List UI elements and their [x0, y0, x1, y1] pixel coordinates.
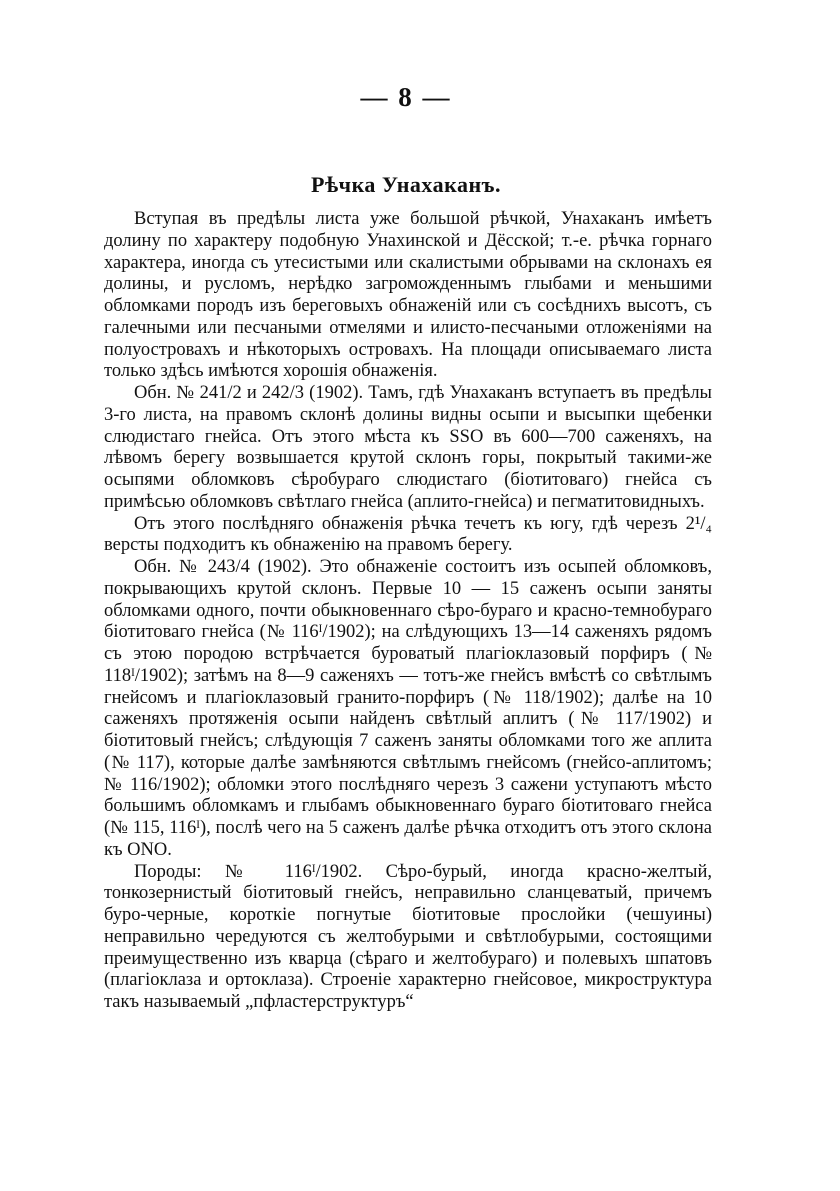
- paragraph-rocks: Породы: № 116ᴵ/1902. Сѣро-бурый, иногда красно-желтый, тонкозернистый біотитовый гнейсъ, неправильно сланцеватый, причемъ буро-черные, короткіе погнутые біотитовые прослойки (чешуины) неправильно чередуются съ желтобурыми и свѣтлобурыми, состоящими преимущественно изъ кварца (сѣраго и желтобураго) и полевыхъ шпатовъ (плагіоклаза и ортоклаза). Строеніе характерно гнейсовое, микроструктура такъ называемый „пфластерструктуръ“: [104, 861, 712, 1012]
- page-number: — 8 —: [360, 82, 452, 112]
- paragraph-outcrop-243: Обн. № 243/4 (1902). Это обнаженіе состоитъ изъ осыпей обломковъ, покрывающихъ крутой склонъ. Первые 10 — 15 саженъ осыпи заняты обломками одного, почти обыкновеннаго сѣро-бураго и красно-темнобураго біотитоваго гнейса (№ 116ᴵ/1902); на слѣдующихъ 13—14 саженяхъ рядомъ съ этою породою встрѣчается буроватый плагіоклазовый порфиръ (№ 118ᴵ/1902); затѣмъ на 8—9 саженяхъ — тотъ-же гнейсъ вмѣстѣ со свѣтлымъ гнейсомъ и плагіоклазовый гранито-порфиръ (№ 118/1902); далѣе на 10 саженяхъ протяженія осыпи найденъ свѣтлый аплитъ (№ 117/1902) и біотитовый гнейсъ; слѣдующія 7 саженъ заняты обломками того же аплита (№ 117), которые далѣе замѣняются свѣтлымъ гнейсомъ (гнейсо-аплитомъ; № 116/1902); обломки этого послѣдняго черезъ 3 сажени уступаютъ мѣсто большимъ обломкамъ и глыбамъ обыкновеннаго бураго біотитоваго гнейса (№ 115, 116ᴵ), послѣ чего на 5 саженъ далѣе рѣчка отходитъ отъ этого склона къ ONO.: [104, 557, 712, 860]
- section-title: Рѣчка Унахаканъ.: [311, 172, 501, 197]
- paragraph-intro: Вступая въ предѣлы листа уже большой рѣчкой, Унахаканъ имѣетъ долину по характеру подобную Унахинской и Дёсской; т.-е. рѣчка горнаго характера, иногда съ утесистыми или скалистыми обрывами на склонахъ ея долины, и русломъ, нерѣдко загроможденнымъ глыбами и меньшими обломками породъ изъ береговыхъ обнаженій или съ сосѣднихъ высотъ, съ галечными или песчаными отмелями и илисто-песчаными отложеніями на полуостровахъ и нѣкоторыхъ островахъ. На площади описываемаго листа только здѣсь имѣются хорошія обнаженія.: [104, 209, 712, 382]
- body-text: [104, 209, 712, 1014]
- paragraph-outcrop-241: Обн. № 241/2 и 242/3 (1902). Тамъ, гдѣ Унахаканъ вступаетъ въ предѣлы 3-го листа, на правомъ склонѣ долины видны осыпи и высыпки щебенки слюдистаго гнейса. Отъ этого мѣста къ SSO въ 600—700 саженяхъ, на лѣвомъ берегу возвышается крутой склонъ горы, покрытый такими-же осыпями обломковъ сѣробураго слюдистаго (біотитоваго) гнейса съ примѣсью обломковъ свѣтлаго гнейса (аплито-гнейса) и пегматитовидныхъ.: [104, 383, 712, 512]
- paragraph-river-course: Отъ этого послѣдняго обнаженія рѣчка течетъ къ югу, гдѣ черезъ 2¹/₄ версты подходитъ къ обнаженію на правомъ берегу.: [104, 513, 712, 556]
